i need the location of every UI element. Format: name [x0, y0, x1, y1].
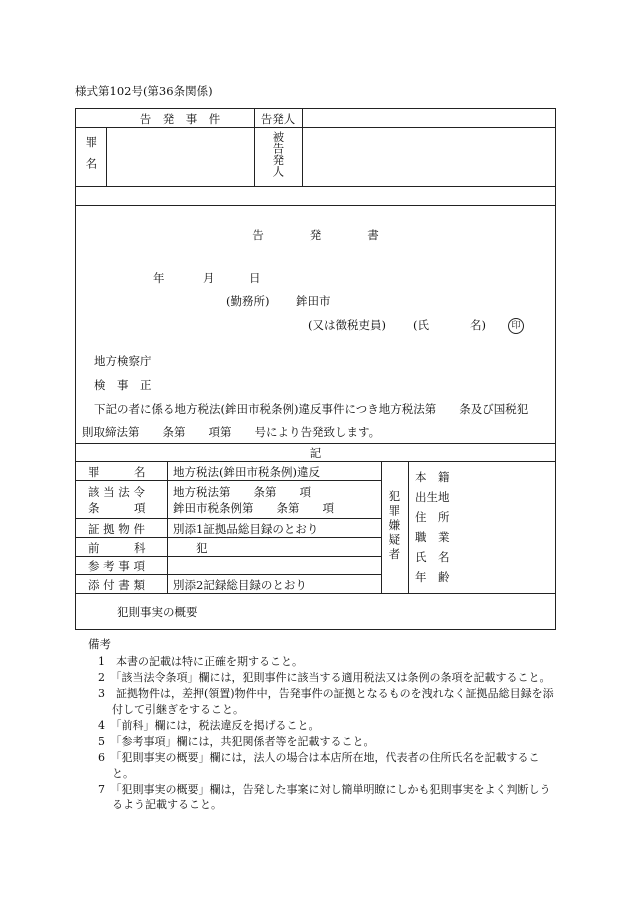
- row-label-reference: 参 考 事 項: [88, 559, 145, 573]
- row-label-crime: 罪 名: [88, 465, 146, 479]
- note-item-3: 3 証拠物件は，差押(領置)物件中，告発事件の証拠となるものを洩れなく証拠品総目録を添付して引継ぎをすること。: [98, 686, 554, 716]
- note-item-7: 7 「犯則事実の概要」欄は，告発した事案に対し簡単明瞭にしかも犯則事実をよく判断しうるよう記載すること。: [98, 782, 551, 812]
- notes-heading: 備考: [88, 637, 111, 651]
- official-label: (又は徴税吏員): [308, 318, 386, 332]
- suspect-field-address: 住 所: [415, 510, 450, 524]
- name-close: 名): [470, 318, 486, 332]
- case-label: 告 発 事 件: [139, 112, 221, 126]
- seal-mark: 印: [508, 318, 524, 334]
- document-title: 告 発 書: [252, 228, 379, 242]
- name-open: (氏: [413, 318, 429, 332]
- row-value-law-2: 鉾田市税条例第 条第 項: [173, 501, 334, 515]
- body-line-1: 下記の者に係る地方税法(鉾田市税条例)違反事件につき地方税法第 条及び国税犯: [94, 402, 529, 416]
- suspect-field-name: 氏 名: [415, 550, 450, 564]
- prosecutor-office: 地方検察庁: [94, 354, 152, 368]
- suspect-field-occupation: 職 業: [415, 530, 450, 544]
- ki-label: 記: [309, 446, 322, 460]
- row-label-attachments: 添 付 書 類: [88, 578, 145, 592]
- chief-prosecutor: 検 事 正: [94, 378, 152, 392]
- row-label-record: 前 科: [88, 541, 146, 555]
- note-item-4: 4 「前科」欄には，税法違反を掲げること。: [98, 718, 320, 732]
- row-label-law-2: 条 項: [88, 501, 146, 515]
- suspect-field-age: 年 齢: [415, 570, 450, 584]
- note-item-5: 5 「参考事項」欄には，共犯関係者等を記載すること。: [98, 734, 375, 748]
- accuser-label: 告発人: [260, 112, 296, 126]
- row-value-evidence: 別添1証拠品総目録のとおり: [173, 522, 319, 536]
- row-value-law: 地方税法第 条第 項: [173, 485, 311, 499]
- workplace-label: (勤務所): [226, 294, 270, 308]
- suspect-field-domicile: 本 籍: [415, 470, 450, 484]
- row-label-evidence: 証 拠 物 件: [88, 522, 145, 536]
- note-item-6: 6 「犯則事実の概要」欄には，法人の場合は本店所在地，代表者の住所氏名を記載すること。: [98, 750, 540, 780]
- crime-label: 罪名: [84, 136, 99, 179]
- row-value-attachments: 別添2記録総目録のとおり: [173, 578, 307, 592]
- suspect-field-birthplace: 出生地: [415, 490, 450, 504]
- notes-list: [92, 654, 554, 813]
- accused-label: 被告発人: [271, 131, 286, 177]
- form-number: 様式第102号(第36条関係): [75, 84, 213, 98]
- date-day: 日: [249, 271, 261, 285]
- summary-label: 犯則事実の概要: [117, 605, 198, 619]
- row-value-record: 犯: [173, 541, 208, 555]
- row-label-law: 該 当 法 令: [88, 485, 145, 499]
- date-year: 年: [153, 271, 165, 285]
- row-value-crime: 地方税法(鉾田市税条例)違反: [173, 465, 320, 479]
- suspect-label: 犯罪嫌疑者: [387, 490, 402, 563]
- note-item-2: 2 「該当法令条項」欄には，犯則事件に該当する適用税法又は条例の条項を記載すること。: [98, 670, 551, 684]
- note-item-1: 1 本書の記載は特に正確を期すること。: [98, 655, 303, 668]
- workplace-value: 鉾田市: [296, 294, 331, 308]
- date-month: 月: [203, 271, 215, 285]
- body-line-2: 則取締法第 条第 項第 号により告発致します。: [82, 425, 381, 439]
